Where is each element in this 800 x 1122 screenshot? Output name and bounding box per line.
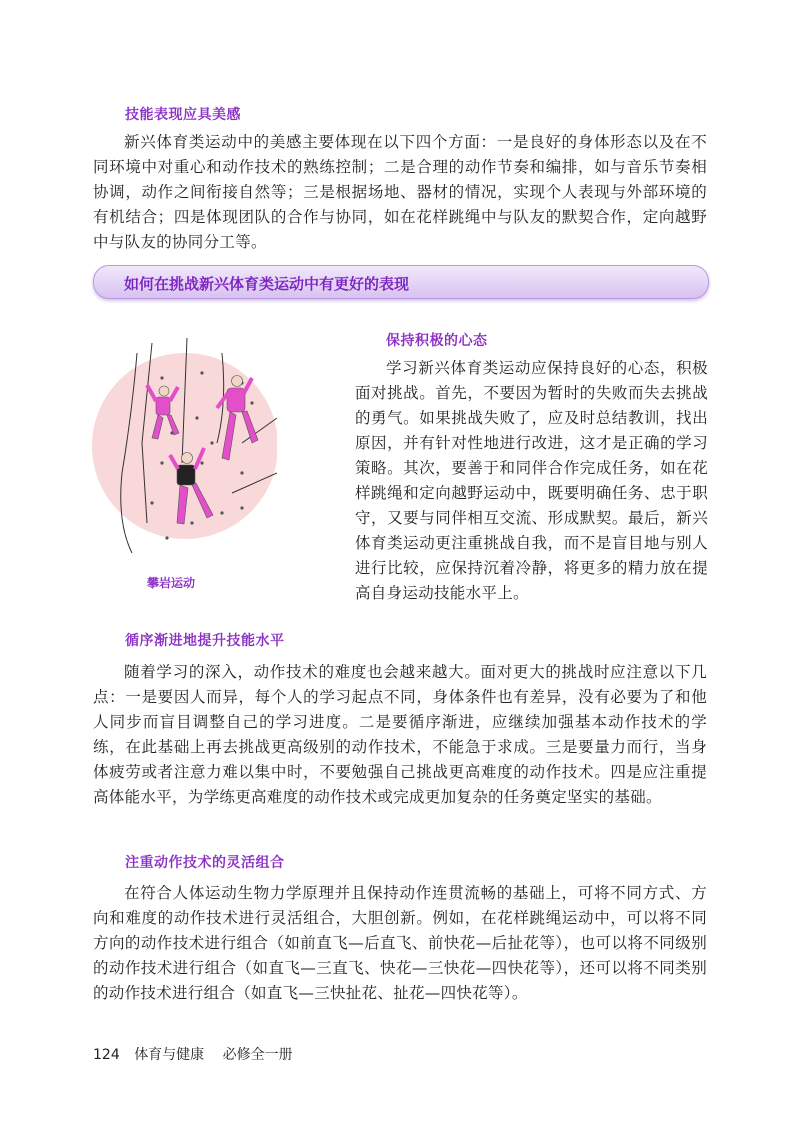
book-title: 体育与健康	[134, 1047, 205, 1063]
section-heading-flexible-combination: 注重动作技术的灵活组合	[125, 855, 285, 871]
section-heading-gradual-progress: 循序渐进地提升技能水平	[125, 633, 285, 649]
topic-banner	[93, 265, 709, 299]
paragraph-flexible-combination	[93, 881, 707, 1006]
paragraph-gradual-progress	[93, 660, 707, 810]
paragraph-gradual-progress-text: 随着学习的深入，动作技术的难度也会越来越大。面对更大的挑战时应注意以下几点：一是要因人而异，每个人的学习起点不同，身体条件也有差异，没有必要为了和他人同步而盲目调整自己的学习进度。二是要循序渐进，应继续加强基本动作技术的学练，在此基础上再去挑战更高级别的动作技术，不能急于求成。三是要量力而行，当身体疲劳或者注意力难以集中时，不要勉强自己挑战更高难度的动作技术。四是应注重提高体能水平，为学练更高难度的动作技术或完成更加复杂的任务奠定坚实的基础。	[93, 663, 707, 806]
page-footer	[93, 1044, 293, 1064]
section-heading-aesthetics: 技能表现应具美感	[125, 107, 241, 123]
paragraph-aesthetics	[93, 130, 707, 255]
paragraph-positive-attitude-text: 学习新兴体育类运动应保持良好的心态，积极面对挑战。首先，不要因为暂时的失败而失去挑战的勇气。如果挑战失败了，应及时总结教训，找出原因，并有针对性地进行改进，这才是正确的学习策略。其次，要善于和同伴合作完成任务，如在花样跳绳和定向越野运动中，既要明确任务、忠于职守，又要与同伴相互交流、形成默契。最后，新兴体育类运动更注重挑战自我，而不是盲目地与别人进行比较，应保持沉着冷静，将更多的精力放在提高自身运动技能水平上。	[355, 359, 708, 602]
figure-caption: 攀岩运动	[147, 576, 196, 590]
rock-climbing-illustration	[92, 323, 277, 568]
page-number: 124	[93, 1047, 120, 1063]
paragraph-positive-attitude	[355, 356, 708, 606]
section-heading-positive-attitude: 保持积极的心态	[386, 333, 488, 349]
paragraph-aesthetics-text: 新兴体育类运动中的美感主要体现在以下四个方面：一是良好的身体形态以及在不同环境中对重心和动作技术的熟练控制；二是合理的动作节奏和编排，如与音乐节奏相协调，动作之间衔接自然等；三是根据场地、器材的情况，实现个人表现与外部环境的有机结合；四是体现团队的合作与协同，如在花样跳绳中与队友的默契合作，定向越野中与队友的协同分工等。	[93, 133, 707, 251]
book-subtitle: 必修全一册	[222, 1047, 293, 1063]
topic-banner-title: 如何在挑战新兴体育类运动中有更好的表现	[124, 275, 410, 293]
paragraph-flexible-combination-text: 在符合人体运动生物力学原理并且保持动作连贯流畅的基础上，可将不同方式、方向和难度的动作技术进行灵活组合，大胆创新。例如，在花样跳绳运动中，可以将不同方向的动作技术进行组合（如前直飞—后直飞、前快花—后扯花等），也可以将不同级别的动作技术进行组合（如直飞—三直飞、快花—三快花—四快花等），还可以将不同类别的动作技术进行组合（如直飞—三快扯花、扯花—四快花等）。	[93, 884, 707, 1002]
